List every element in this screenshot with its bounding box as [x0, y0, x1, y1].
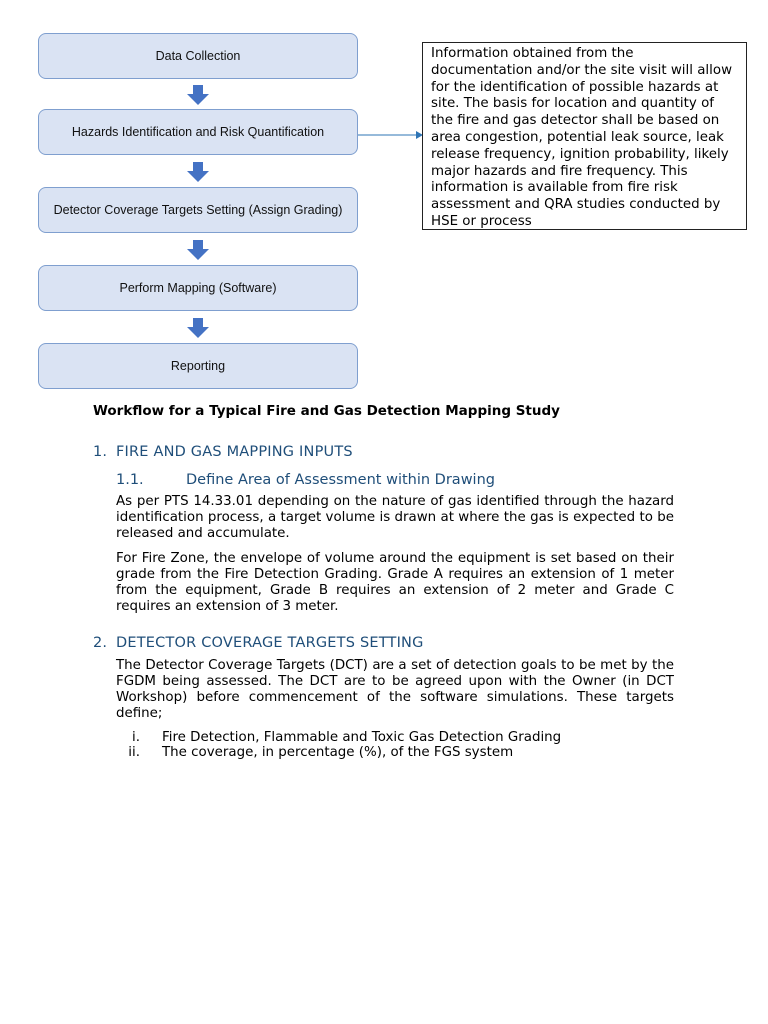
down-arrow-icon	[187, 240, 209, 260]
down-arrow-icon	[187, 85, 209, 105]
paragraph-target-volume: As per PTS 14.33.01 depending on the nature of gas identified through the hazard identification process, a target volume is drawn at where the gas is expected to be released and accumulate.	[116, 494, 674, 541]
flow-step-detector-coverage	[38, 187, 358, 233]
section-title: DETECTOR COVERAGE TARGETS SETTING	[116, 635, 424, 651]
subsection-title: Define Area of Assessment within Drawing	[186, 472, 495, 488]
down-arrow-icon	[187, 162, 209, 182]
section-title: FIRE AND GAS MAPPING INPUTS	[116, 444, 353, 460]
down-arrow-icon	[187, 318, 209, 338]
flow-step-label: Hazards Identification and Risk Quantification	[71, 125, 325, 139]
figure-caption: Workflow for a Typical Fire and Gas Detection Mapping Study	[93, 403, 560, 419]
list-item-number: ii.	[128, 745, 140, 760]
flow-step-data-collection	[38, 33, 358, 79]
list-item-text: The coverage, in percentage (%), of the FGS system	[162, 745, 514, 760]
info-text-box	[422, 42, 747, 230]
subsection-heading-1-1	[116, 472, 495, 488]
section-number: 2.	[93, 635, 108, 651]
section-heading-1	[93, 444, 353, 460]
paragraph-dct: The Detector Coverage Targets (DCT) are a set of detection goals to be met by the FGDM being assessed. The DCT are to be agreed upon with the Owner (in DCT Workshop) before commencement of the software simulations. These targets define;	[116, 658, 674, 721]
info-text: Information obtained from the documentation and/or the site visit will allow for the identification of possible hazards at site. The basis for location and quantity of the fire and gas detector shall be based on area congestion, potential leak source, leak release frequency, ignition probability, likely major hazards and fire frequency. This information is available from fire risk assessment and QRA studies conducted by HSE or process	[431, 46, 733, 229]
flow-step-perform-mapping	[38, 265, 358, 311]
flow-step-label: Reporting	[170, 359, 226, 373]
list-item-text: Fire Detection, Flammable and Toxic Gas Detection Grading	[162, 730, 562, 745]
flow-step-label: Data Collection	[155, 49, 241, 63]
flow-step-label: Detector Coverage Targets Setting (Assign Grading)	[53, 203, 343, 217]
list-item	[116, 745, 676, 762]
section-heading-2	[93, 635, 424, 651]
subsection-number: 1.1.	[116, 472, 144, 488]
flow-step-label: Perform Mapping (Software)	[119, 281, 277, 295]
flow-step-hazards-identification	[38, 109, 358, 155]
list-item-number: i.	[132, 730, 140, 745]
connector-arrow-icon	[358, 128, 424, 142]
section-number: 1.	[93, 444, 108, 460]
flow-step-reporting	[38, 343, 358, 389]
paragraph-fire-zone: For Fire Zone, the envelope of volume around the equipment is set based on their grade from the Fire Detection Grading. Grade A requires an extension of 1 meter from the equipment, Grade B requires an extension of 2 meter and Grade C requires an extension of 3 meter.	[116, 551, 674, 614]
